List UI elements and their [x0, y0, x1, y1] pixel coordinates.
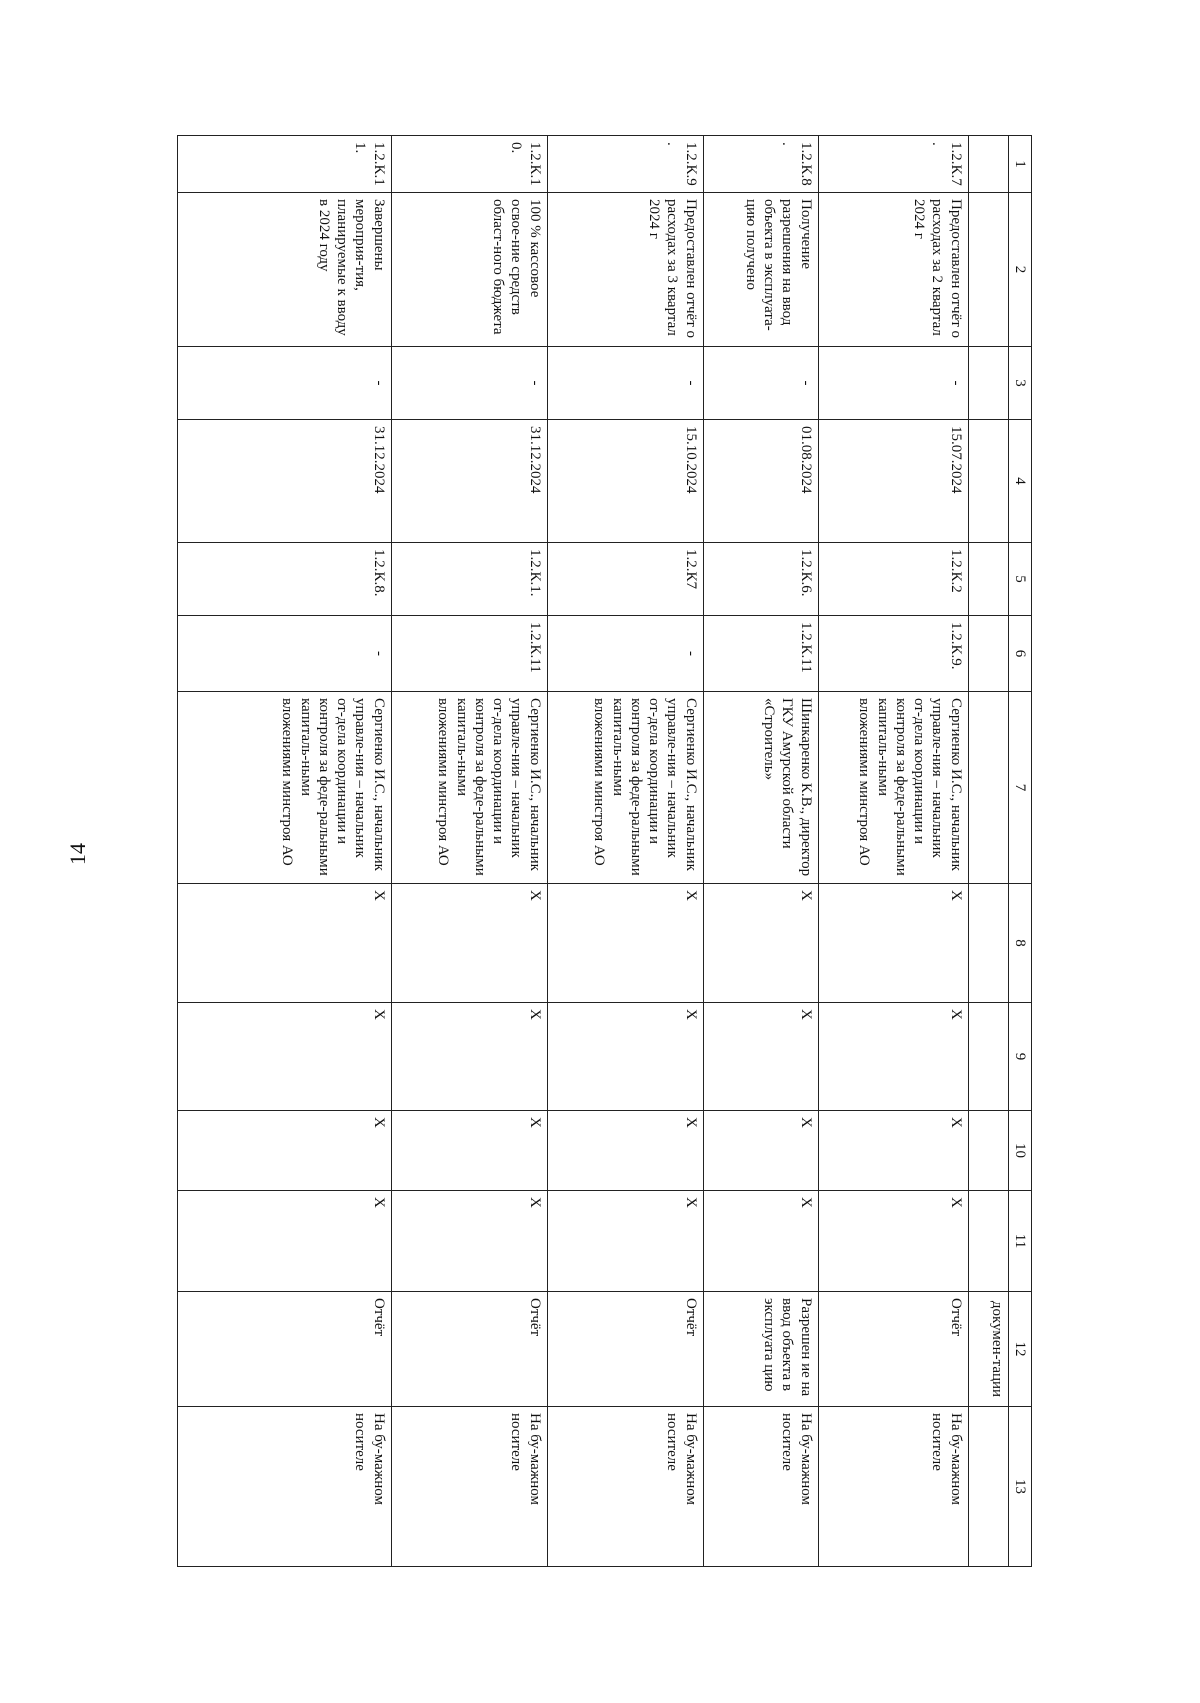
- document-cell: Отчёт: [178, 1292, 392, 1407]
- cell-10: X: [547, 1111, 703, 1191]
- cell-3: -: [818, 347, 968, 420]
- cell-3: -: [178, 347, 392, 420]
- header-cell: 8: [1008, 884, 1031, 1003]
- cell-8: X: [178, 884, 392, 1003]
- row-number: 1.2.К.8.: [703, 136, 818, 193]
- event-cell: Завершены мероприя-тия, планируемые к вводу в 2024 году: [178, 193, 392, 347]
- table-row: [547, 136, 703, 1567]
- header-cell: 10: [1008, 1111, 1031, 1191]
- responsible-cell: Сергиенко И.С., начальник управле-ния – начальник от-дела координации и контроля за феде-ральными капиталь-ными вложениями минстроя АО: [818, 692, 968, 884]
- header-cell: 2: [1008, 193, 1031, 347]
- event-cell: 100 % кассовое освое-ние средств област-ного бюджета: [391, 193, 547, 347]
- cell-9: X: [547, 1003, 703, 1111]
- event-cell: Получение разрешения на ввод объекта в эксплуата-цию получено: [703, 193, 818, 347]
- page-number: 14: [65, 843, 90, 865]
- cell-10: X: [703, 1111, 818, 1191]
- cell-3: -: [391, 347, 547, 420]
- cell-11: X: [178, 1191, 392, 1292]
- responsible-cell: Шинкаренко К.В., директор ГКУ Амурской области «Строитель»: [703, 692, 818, 884]
- document-cell: Отчёт: [818, 1292, 968, 1407]
- row-number: 1.2.К.7.: [818, 136, 968, 193]
- responsible-cell: Сергиенко И.С., начальник управле-ния – начальник от-дела координации и контроля за феде-ральными капиталь-ными вложениями минстроя АО: [547, 692, 703, 884]
- header-cell: 4: [1008, 420, 1031, 543]
- header-cell: 12: [1008, 1292, 1031, 1407]
- date-cell: 01.08.2024: [703, 420, 818, 543]
- cell-8: X: [547, 884, 703, 1003]
- table-row: [818, 136, 968, 1567]
- medium-cell: На бу-мажном носителе: [178, 1407, 392, 1567]
- row-number: 1.2.К.11.: [178, 136, 392, 193]
- header-cell: 13: [1008, 1407, 1031, 1567]
- header-cell: 5: [1008, 543, 1031, 616]
- cell-10: X: [818, 1111, 968, 1191]
- plan-table: [177, 135, 1032, 1567]
- cell-8: X: [391, 884, 547, 1003]
- table-row: [391, 136, 547, 1567]
- date-cell: 15.07.2024: [818, 420, 968, 543]
- cell-11: X: [391, 1191, 547, 1292]
- continuation-cell: докумен-тации: [968, 1292, 1008, 1407]
- header-cell: 3: [1008, 347, 1031, 420]
- rotated-table-container: [177, 135, 1032, 1566]
- cell-8: X: [818, 884, 968, 1003]
- cell-9: X: [391, 1003, 547, 1111]
- successor-cell: -: [178, 616, 392, 692]
- successor-cell: -: [547, 616, 703, 692]
- predecessor-cell: 1.2.К7: [547, 543, 703, 616]
- header-cell: 6: [1008, 616, 1031, 692]
- cell-9: X: [818, 1003, 968, 1111]
- header-row: [1008, 136, 1031, 1567]
- cell-10: X: [391, 1111, 547, 1191]
- medium-cell: На бу-мажном носителе: [703, 1407, 818, 1567]
- header-cell: 9: [1008, 1003, 1031, 1111]
- cell-3: -: [547, 347, 703, 420]
- successor-cell: 1.2.К.11: [703, 616, 818, 692]
- date-cell: 31.12.2024: [178, 420, 392, 543]
- document-cell: Разрешен ие на ввод объекта в эксплуата цию: [703, 1292, 818, 1407]
- medium-cell: На бу-мажном носителе: [818, 1407, 968, 1567]
- successor-cell: 1.2.К.11: [391, 616, 547, 692]
- document-cell: Отчёт: [391, 1292, 547, 1407]
- header-cell: 11: [1008, 1191, 1031, 1292]
- header-cell: 1: [1008, 136, 1031, 193]
- document-cell: Отчёт: [547, 1292, 703, 1407]
- cell-8: X: [703, 884, 818, 1003]
- responsible-cell: Сергиенко И.С., начальник управле-ния – начальник от-дела координации и контроля за феде-ральными капиталь-ными вложениями минстроя АО: [178, 692, 392, 884]
- cell-9: X: [703, 1003, 818, 1111]
- medium-cell: На бу-мажном носителе: [547, 1407, 703, 1567]
- cell-11: X: [547, 1191, 703, 1292]
- table-row: [178, 136, 392, 1567]
- table-row: [703, 136, 818, 1567]
- predecessor-cell: 1.2.К.6.: [703, 543, 818, 616]
- cell-3: -: [703, 347, 818, 420]
- header-cell: 7: [1008, 692, 1031, 884]
- medium-cell: На бу-мажном носителе: [391, 1407, 547, 1567]
- row-number: 1.2.К.10.: [391, 136, 547, 193]
- cell-11: X: [703, 1191, 818, 1292]
- successor-cell: 1.2.К.9.: [818, 616, 968, 692]
- cell-10: X: [178, 1111, 392, 1191]
- continuation-row: [968, 136, 1008, 1567]
- predecessor-cell: 1.2.К.1.: [391, 543, 547, 616]
- predecessor-cell: 1.2.К.2: [818, 543, 968, 616]
- date-cell: 15.10.2024: [547, 420, 703, 543]
- predecessor-cell: 1.2.К.8.: [178, 543, 392, 616]
- event-cell: Предоставлен отчёт о расходах за 3 квартал 2024 г: [547, 193, 703, 347]
- event-cell: Предоставлен отчёт о расходах за 2 квартал 2024 г: [818, 193, 968, 347]
- cell-9: X: [178, 1003, 392, 1111]
- responsible-cell: Сергиенко И.С., начальник управле-ния – начальник от-дела координации и контроля за феде-ральными капиталь-ными вложениями минстроя АО: [391, 692, 547, 884]
- cell-11: X: [818, 1191, 968, 1292]
- date-cell: 31.12.2024: [391, 420, 547, 543]
- row-number: 1.2.К.9.: [547, 136, 703, 193]
